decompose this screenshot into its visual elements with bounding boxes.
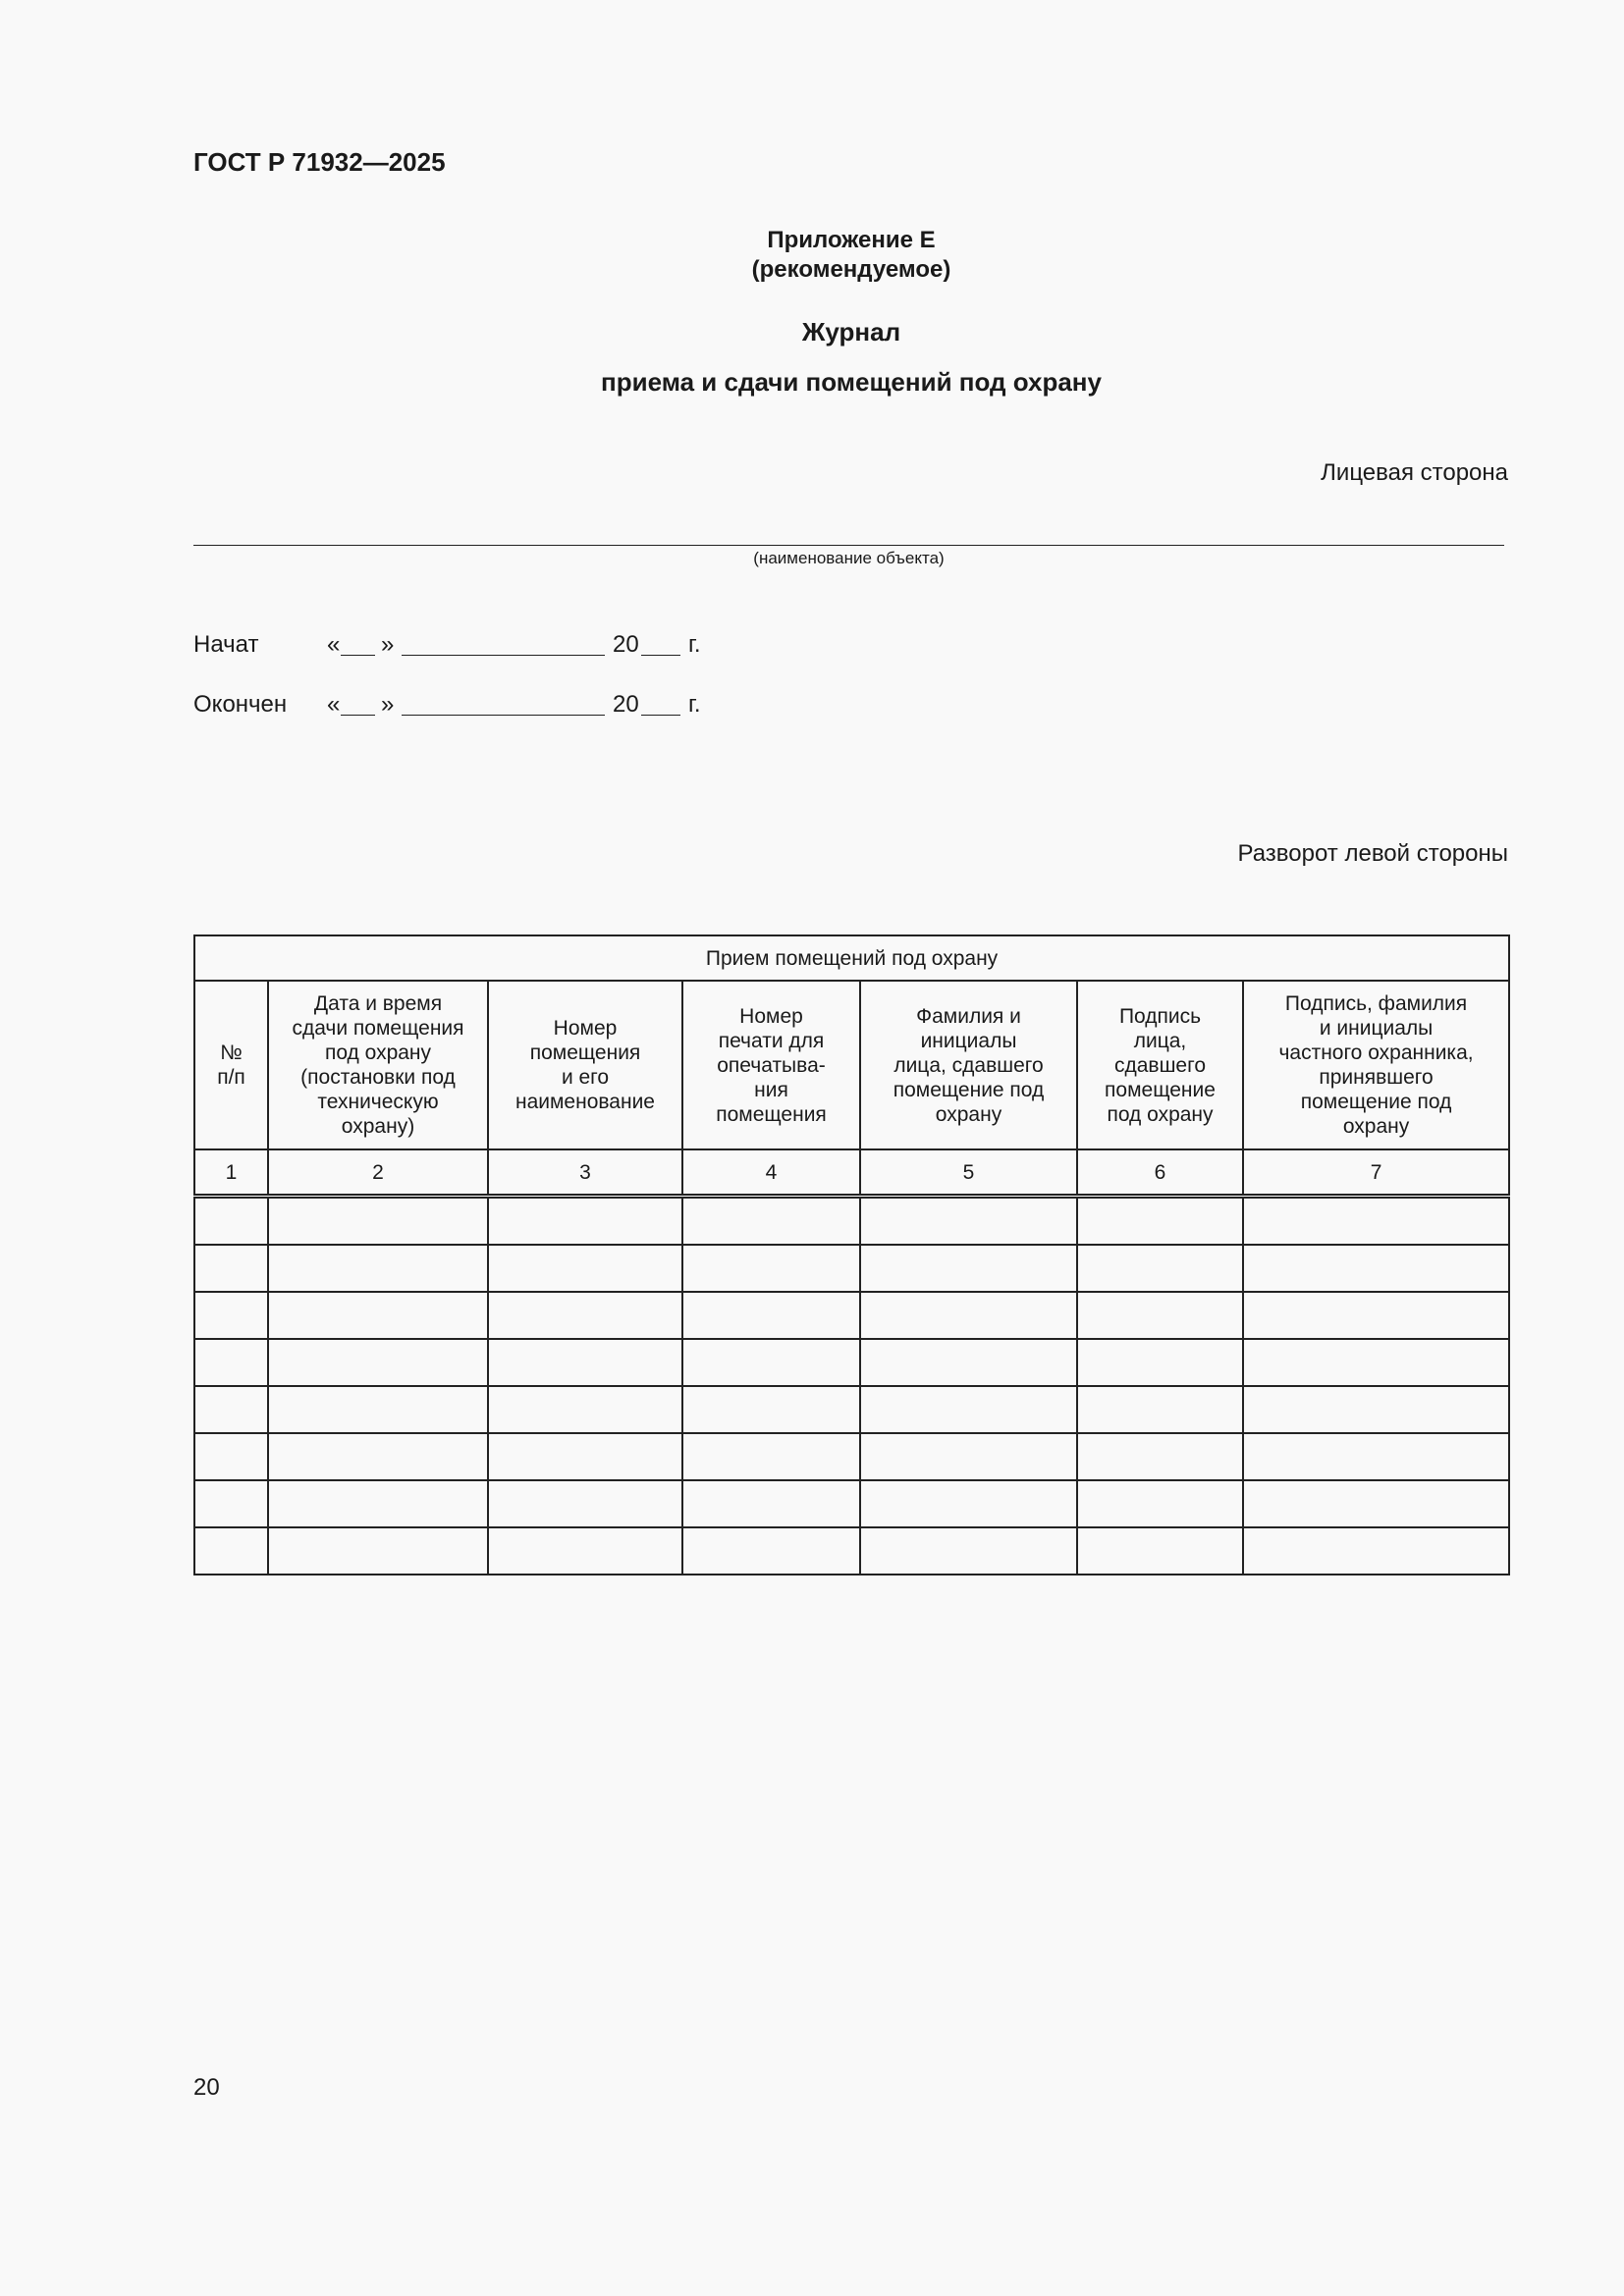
appendix-heading: [193, 226, 1509, 285]
table-row: [194, 1245, 1509, 1292]
table-cell[interactable]: [268, 1433, 488, 1480]
table-cell[interactable]: [1077, 1245, 1243, 1292]
table-cell[interactable]: [488, 1245, 682, 1292]
column-header-text: Номер печати для опечатыва- ния помещения: [716, 1004, 827, 1126]
table-cell[interactable]: [194, 1292, 268, 1339]
table-cell[interactable]: [860, 1386, 1077, 1433]
month-blank: [402, 655, 605, 656]
table-cell[interactable]: [1243, 1339, 1509, 1386]
table-cell[interactable]: [1243, 1386, 1509, 1433]
table-row: [194, 1197, 1509, 1246]
column-header-number: [194, 981, 268, 1149]
table-cell[interactable]: [268, 1527, 488, 1575]
table-cell[interactable]: [1243, 1527, 1509, 1575]
started-label: Начат: [193, 631, 259, 658]
close-quote: »: [381, 631, 395, 658]
table-row: [194, 1527, 1509, 1575]
table-cell[interactable]: [682, 1527, 860, 1575]
table-cell[interactable]: [268, 1480, 488, 1527]
table-cell[interactable]: [488, 1527, 682, 1575]
table-cell[interactable]: [860, 1433, 1077, 1480]
table-cell[interactable]: [682, 1386, 860, 1433]
column-number: 5: [860, 1149, 1077, 1197]
column-header-seal: [682, 981, 860, 1149]
month-blank: [402, 715, 605, 716]
table-column-numbers: [194, 1149, 1509, 1197]
table-column-headers: [194, 981, 1509, 1149]
table-row: [194, 1480, 1509, 1527]
day-blank: [341, 655, 375, 656]
table-cell[interactable]: [860, 1480, 1077, 1527]
year-suffix: г.: [688, 631, 701, 658]
table-cell[interactable]: [194, 1386, 268, 1433]
table-cell[interactable]: [488, 1386, 682, 1433]
table-cell[interactable]: [1077, 1292, 1243, 1339]
column-number: 1: [194, 1149, 268, 1197]
table-cell[interactable]: [194, 1527, 268, 1575]
table-cell[interactable]: [488, 1480, 682, 1527]
table-cell[interactable]: [488, 1339, 682, 1386]
table-cell[interactable]: [1077, 1480, 1243, 1527]
table-cell[interactable]: [860, 1527, 1077, 1575]
table-cell[interactable]: [1243, 1433, 1509, 1480]
finished-label: Окончен: [193, 691, 288, 718]
table-cell[interactable]: [860, 1245, 1077, 1292]
day-blank: [341, 715, 375, 716]
table-cell[interactable]: [1077, 1527, 1243, 1575]
table-cell[interactable]: [488, 1433, 682, 1480]
table-cell[interactable]: [268, 1292, 488, 1339]
year-prefix: 20: [613, 631, 639, 658]
close-quote: »: [381, 691, 395, 718]
object-name-line: [193, 545, 1504, 546]
table-cell[interactable]: [194, 1245, 268, 1292]
table-group-header-row: [194, 935, 1509, 981]
table-cell[interactable]: [194, 1197, 268, 1246]
journal-table: [193, 934, 1510, 1575]
table-cell[interactable]: [194, 1433, 268, 1480]
column-number: 2: [268, 1149, 488, 1197]
table-row: [194, 1386, 1509, 1433]
appendix-title: Приложение Е: [767, 227, 936, 253]
table-cell[interactable]: [682, 1433, 860, 1480]
column-header-text: Дата и время сдачи помещения под охрану (постановки под техническую охрану): [292, 992, 464, 1138]
table-cell[interactable]: [682, 1339, 860, 1386]
table-cell[interactable]: [860, 1197, 1077, 1246]
year-suffix: г.: [688, 691, 701, 718]
journal-subtitle: приема и сдачи помещений под охрану: [601, 367, 1102, 397]
table-cell[interactable]: [1243, 1197, 1509, 1246]
table-cell[interactable]: [1243, 1480, 1509, 1527]
table-cell[interactable]: [682, 1245, 860, 1292]
table-cell[interactable]: [268, 1197, 488, 1246]
page-number: 20: [193, 2074, 220, 2101]
column-header-text: № п/п: [217, 1041, 245, 1089]
column-header-text: Номер помещения и его наименование: [514, 1017, 655, 1113]
table-cell[interactable]: [1077, 1433, 1243, 1480]
year-blank: [641, 655, 680, 656]
table-cell[interactable]: [488, 1197, 682, 1246]
table-cell[interactable]: [682, 1197, 860, 1246]
object-name-caption: (наименование объекта): [753, 549, 945, 567]
column-header-handover-signature: [1077, 981, 1243, 1149]
table-cell[interactable]: [268, 1386, 488, 1433]
journal-title: Журнал: [801, 317, 901, 347]
open-quote: «: [327, 691, 341, 718]
column-number: 3: [488, 1149, 682, 1197]
spread-left-label: Разворот левой стороны: [1237, 840, 1508, 867]
column-header-handover-name: [860, 981, 1077, 1149]
table-cell[interactable]: [682, 1292, 860, 1339]
column-number: 7: [1243, 1149, 1509, 1197]
table-cell[interactable]: [1077, 1386, 1243, 1433]
front-side-label: Лицевая сторона: [1321, 459, 1508, 486]
table-cell[interactable]: [488, 1292, 682, 1339]
column-header-text: Подпись, фамилия и инициалы частного охранника, принявшего помещение под охрану: [1278, 992, 1474, 1138]
table-cell[interactable]: [860, 1339, 1077, 1386]
year-prefix: 20: [613, 691, 639, 718]
column-header-guard-signature: [1243, 981, 1509, 1149]
table-row: [194, 1339, 1509, 1386]
column-header-date-time: [268, 981, 488, 1149]
column-header-text: Фамилия и инициалы лица, сдавшего помещение под охрану: [893, 1004, 1045, 1126]
appendix-status: (рекомендуемое): [751, 256, 951, 283]
table-cell[interactable]: [1243, 1292, 1509, 1339]
table-cell[interactable]: [682, 1480, 860, 1527]
open-quote: «: [327, 631, 341, 658]
table-group-header: Прием помещений под охрану: [194, 935, 1509, 981]
column-number: 6: [1077, 1149, 1243, 1197]
column-header-text: Подпись лица, сдавшего помещение под охрану: [1105, 1004, 1216, 1126]
column-number: 4: [682, 1149, 860, 1197]
table-cell[interactable]: [1077, 1339, 1243, 1386]
table-cell[interactable]: [1243, 1245, 1509, 1292]
table-cell[interactable]: [194, 1339, 268, 1386]
table-cell[interactable]: [194, 1480, 268, 1527]
table-row: [194, 1292, 1509, 1339]
table-cell[interactable]: [860, 1292, 1077, 1339]
year-blank: [641, 715, 680, 716]
table-cell[interactable]: [268, 1245, 488, 1292]
table-cell[interactable]: [268, 1339, 488, 1386]
column-header-room: [488, 981, 682, 1149]
document-code: ГОСТ Р 71932—2025: [193, 147, 446, 177]
table-row: [194, 1433, 1509, 1480]
table-cell[interactable]: [1077, 1197, 1243, 1246]
